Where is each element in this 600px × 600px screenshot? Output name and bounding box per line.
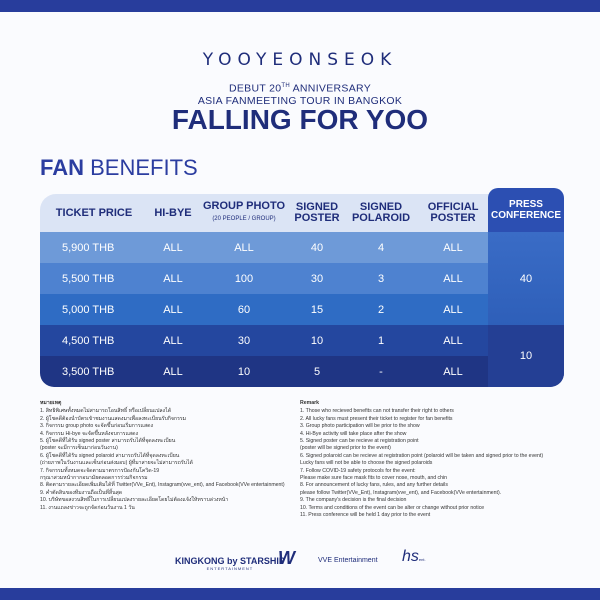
table-row (40, 263, 564, 294)
note-line: กรุณาสวมหน้ากากอนามัยตลอดการร่วมกิจกรรม (40, 475, 148, 482)
artist-name: YOOYEONSEOK (202, 50, 398, 70)
cell-poster: 40 (310, 241, 324, 254)
remark-line: please follow Twitter(VVe_Ent), Instagram(vve_ent), and Facebook(VVe entertainment). (300, 489, 502, 496)
remark-line: 6. Signed polaroid can be recieve at registration point (polaroid will be taken and signed prior to the event) (300, 452, 544, 459)
remark-line: 2. All lucky fans must present their ticket to register for fan benefits (300, 415, 453, 422)
cell-price: 5,900 THB (62, 241, 115, 254)
cell-group: ALL (234, 241, 254, 254)
thai-notes-heading: หมายเหตุ (40, 400, 62, 406)
remark-line: 10. Terms and conditions of the event can be alter or change without prior notice (300, 504, 485, 511)
note-line: 6. ผู้โชคดีที่ได้รับ signed polaroid สามารถรับได้ที่จุดลงทะเบียน (40, 452, 180, 459)
note-line: (ถ่ายภาพในวันงานและเซ็นก่อนส่งมอบ) ผู้ที่มาสายจะไม่สามารถรับได้ (40, 460, 193, 467)
tour-line: ASIA FANMEETING TOUR IN BANGKOK (197, 94, 403, 107)
press-cell-top: 40 (488, 232, 564, 325)
header-signed-poster: SIGNED POSTER (294, 201, 340, 224)
cell-poster: 10 (310, 334, 324, 347)
cell-price: 5,500 THB (62, 272, 115, 285)
note-line: 4. กิจกรรม Hi-bye จะจัดขึ้นหลังจบการแสดง (40, 430, 138, 437)
cell-polaroid: 2 (377, 303, 385, 316)
cell-polaroid: 1 (377, 334, 385, 347)
cell-hibye: ALL (163, 303, 183, 316)
remark-line: 8. For announcement of lucky fans, rules, and any further details (300, 482, 448, 489)
remark-line: (poster will be signed prior to the event) (300, 445, 391, 452)
debut-prefix: DEBUT 20 (228, 82, 282, 95)
cell-hibye: ALL (163, 365, 183, 378)
note-line: 11. งานแถลงข่าวจะถูกจัดก่อนวันงาน 1 วัน (40, 504, 135, 511)
cell-price: 4,500 THB (62, 334, 115, 347)
remark-line: 1. Those who recieved benefits can not transfer their right to others (300, 408, 454, 415)
cell-official: ALL (443, 303, 463, 316)
heading-bold: FAN (40, 155, 84, 180)
debut-suffix: ANNIVERSARY (289, 82, 372, 95)
table-header-row (40, 194, 564, 232)
note-line: (poster จะมีการเซ็นมาก่อนวันงาน) (40, 445, 118, 452)
cell-price: 5,000 THB (62, 303, 115, 316)
title-main: FALLING FOR (171, 104, 366, 135)
vve-entertainment-logo: VVE Entertainment (318, 557, 378, 564)
cell-official: ALL (443, 365, 463, 378)
cell-poster: 30 (310, 272, 324, 285)
heading-rest: BENEFITS (84, 155, 198, 180)
remark-line: Lucky fans will not be able to choose the signed polaroids (300, 460, 433, 467)
cell-group: 60 (237, 303, 251, 316)
cell-hibye: ALL (163, 334, 183, 347)
remark-line: 3. Group photo participation will be prior to the show (300, 423, 420, 430)
table-row (40, 325, 564, 356)
cell-official: ALL (443, 241, 463, 254)
cell-group: 30 (237, 334, 251, 347)
event-subtitle (0, 80, 600, 107)
cell-hibye: ALL (163, 272, 183, 285)
w-logo: W (278, 548, 295, 568)
fan-benefits-heading (40, 155, 198, 181)
note-line: 5. ผู้โชคดีที่ได้รับ signed poster สามารถรับได้ที่จุดลงทะเบียน (40, 438, 176, 445)
remark-line: 7. Follow COVID-19 safety protocols for the event: (300, 467, 416, 474)
cell-poster: 15 (310, 303, 324, 316)
table-row (40, 294, 564, 325)
benefits-table (40, 194, 564, 390)
cell-group: 10 (237, 365, 251, 378)
cell-price: 3,500 THB (62, 365, 115, 378)
english-remarks (300, 400, 562, 520)
cell-hibye: ALL (163, 241, 183, 254)
top-decor-bar (0, 0, 600, 12)
note-line: 3. กิจกรรม group photo จะจัดขึ้นก่อนเริ่มการแสดง (40, 423, 154, 430)
thai-notes (40, 400, 292, 512)
title-accent: YOO (365, 104, 429, 135)
note-line: 7. กิจกรรมทั้งหมดจะจัดตามมาตรการป้องกันโควิด-19 (40, 467, 160, 474)
sponsor-logos (0, 548, 600, 572)
bottom-decor-bar (0, 588, 600, 600)
cell-polaroid: 4 (377, 241, 385, 254)
note-line: 1. สิทธิพิเศษทั้งหมดไม่สามารถโอนสิทธิ์ หรือเปลี่ยนแปลงได้ (40, 408, 172, 415)
press-cell-bottom: 10 (488, 325, 564, 387)
cell-polaroid: - (379, 365, 383, 378)
table-row (40, 356, 564, 387)
debut-sup: TH (281, 83, 290, 89)
table-row (40, 232, 564, 263)
remark-line: 4. Hi-Bye activity will take place after the show (300, 430, 407, 437)
header-ticket-price: TICKET PRICE (55, 206, 133, 219)
note-line: 10. บริษัทขอสงวนสิทธิ์ในการเปลี่ยนแปลงรายละเอียดโดยไม่ต้องแจ้งให้ทราบล่วงหน้า (40, 497, 229, 504)
remark-line: 5. Signed poster can be recieve at registration point (300, 438, 419, 445)
cell-official: ALL (443, 334, 463, 347)
note-line: 9. คำตัดสินของทีมงานถือเป็นที่สิ้นสุด (40, 489, 123, 496)
note-line: 8. ติดตามรายละเอียดเพิ่มเติมได้ที่ Twitter(VVe_Ent), Instagram(vve_ent), and Facebook(VVe entertainment) (40, 482, 285, 489)
cell-official: ALL (443, 272, 463, 285)
note-line: 2. ผู้โชคดีต้องนำบัตรเข้าชมงานแสดงมาเพื่อลงทะเบียนรับกิจกรรม (40, 415, 187, 422)
kingkong-starship-logo: KINGKONG by STARSHIP ENTERTAINMENT (175, 556, 285, 571)
cell-poster: 5 (313, 365, 321, 378)
hs-ent-logo: hsent. (402, 548, 426, 565)
header-official-poster: OFFICIAL POSTER (427, 201, 479, 224)
header-hi-bye: HI-BYE (154, 206, 192, 219)
remark-line: 11. Press conference will be held 1 day prior to the event (300, 512, 431, 519)
header-press-conference: PRESS CONFERENCE (488, 188, 564, 232)
remark-line: 9. The company's decision is the final decision (300, 497, 407, 504)
event-title (0, 104, 600, 136)
remarks-heading: Remark (300, 400, 320, 406)
cell-group: 100 (234, 272, 254, 285)
header-signed-polaroid: SIGNED POLAROID (351, 201, 411, 224)
cell-polaroid: 3 (377, 272, 385, 285)
header-group-photo: GROUP PHOTO (20 PEOPLE / GROUP) (202, 200, 286, 222)
remark-line: Please make sure face mask fits to cover nose, mouth, and chin (300, 475, 448, 482)
